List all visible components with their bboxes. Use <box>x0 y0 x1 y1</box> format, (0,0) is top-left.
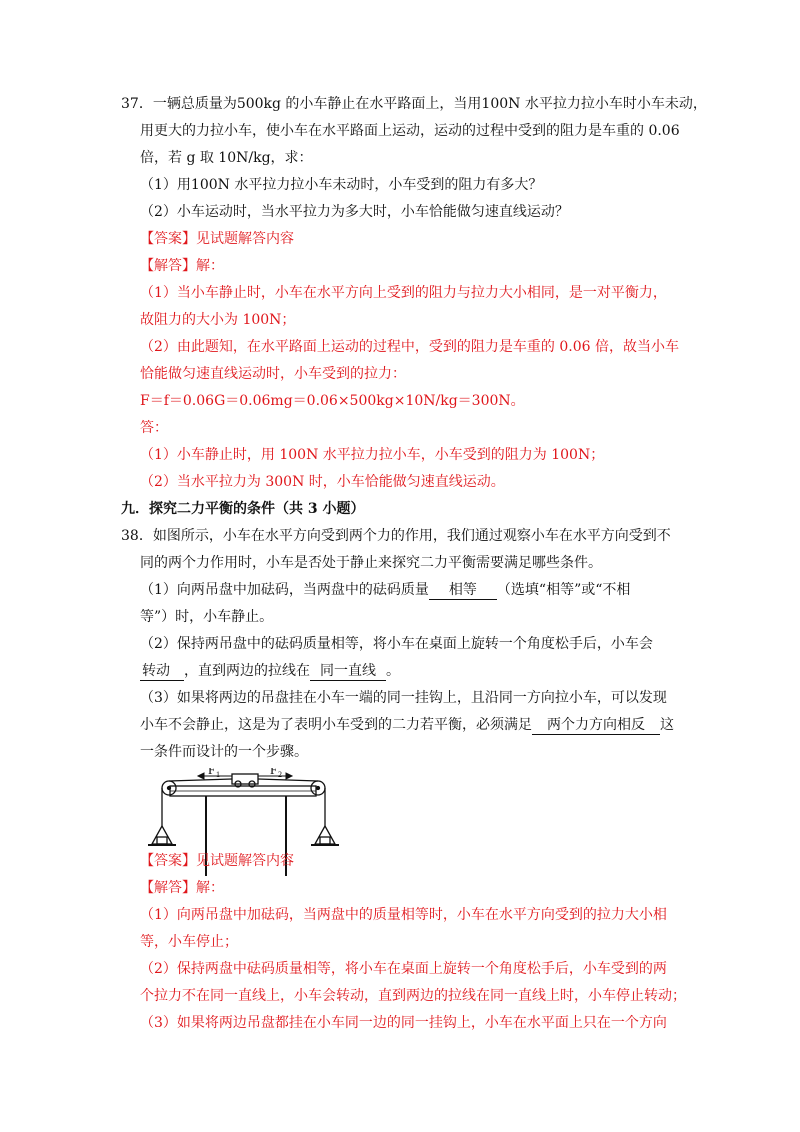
q37-line-3: 倍，若 g 取 10N/kg，求： <box>140 150 313 166</box>
q38-answer-1-line-2: 等，小车停止； <box>140 934 238 950</box>
q37-answer-1-line-1: （1）当小车静止时，小车在水平方向上受到的阻力与拉力大小相同，是一对平衡力， <box>140 285 667 301</box>
q38-part-3-text-post: 这 <box>660 717 674 733</box>
q37-conclusion-label: 答： <box>140 420 168 436</box>
q38-line-1: 38．如图所示，小车在水平方向受到两个力的作用，我们通过观察小车在水平方向受到不 <box>121 528 671 544</box>
q37-answer-1-line-2: 故阻力的大小为 100N； <box>140 312 296 328</box>
q38-part-2-line-2 <box>140 661 400 681</box>
string-left <box>169 779 232 781</box>
q37-sub-2: （2）小车运动时，当水平拉力为多大时，小车恰能做匀速直线运动？ <box>140 204 569 220</box>
q38-part-1-line-1 <box>140 580 630 600</box>
q38-line-2: 同的两个力作用时，小车是否处于静止来探究二力平衡需要满足哪些条件。 <box>140 555 602 571</box>
q37-conclusion-2: （2）当水平拉力为 300N 时，小车恰能做匀速直线运动。 <box>140 474 505 490</box>
q37-analysis-tag: 【解答】解： <box>140 258 224 274</box>
label-f2-subscript: 2 <box>278 770 282 779</box>
q38-answer-2-line-2: 个拉力不在同一直线上，小车会转动，直到两边的拉线在同一直线上时，小车停止转动； <box>140 988 686 1004</box>
q37-conclusion-1: （1）小车静止时，用 100N 水平拉力拉小车，小车受到的阻力为 100N； <box>140 447 605 463</box>
q38-part-1-blank: 相等 <box>429 582 497 600</box>
q37-answer-tag: 【答案】见试题解答内容 <box>140 231 294 247</box>
q38-part-2-blank-1: 转动 <box>140 663 184 681</box>
q38-part-2-blank-2: 同一直线 <box>310 663 386 681</box>
q38-part-3-text-pre: 小车不会静止，这是为了表明小车受到的二力若平衡，必须满足 <box>140 717 532 733</box>
string-right <box>258 779 318 781</box>
q38-analysis-tag: 【解答】解： <box>140 880 224 896</box>
q38-answer-tag: 【答案】见试题解答内容 <box>140 853 294 869</box>
q38-part-1-text-post: （选填“相等”或“不相 <box>496 582 631 598</box>
q38-answer-3-line-1: （3）如果将两边吊盘都挂在小车同一边的同一挂钩上，小车在水平面上只在一个方向 <box>140 1015 667 1031</box>
weight-pan-right <box>315 826 335 844</box>
label-f2: F <box>270 768 278 777</box>
label-f1-subscript: 1 <box>216 770 220 779</box>
q37-sub-1: （1）用100N 水平拉力拉小车未动时，小车受到的阻力有多大？ <box>140 177 543 193</box>
section-9-title: 九．探究二力平衡的条件（共 3 小题） <box>121 501 365 517</box>
q38-part-2-text-mid: ，直到两边的拉线在 <box>184 663 310 679</box>
arrow-f2 <box>286 773 292 779</box>
label-f1: F <box>208 768 216 777</box>
q38-part-3-blank: 两个力方向相反 <box>532 717 660 735</box>
q38-part-3-line-2 <box>140 715 674 735</box>
q38-answer-1-line-1: （1）向两吊盘中加砝码，当两盘中的质量相等时，小车在水平方向受到的拉力大小相 <box>140 907 667 923</box>
q38-part-1-line-2: 等”）时，小车静止。 <box>140 609 274 625</box>
q37-answer-2-line-1: （2）由此题知，在水平路面上运动的过程中，受到的阻力是车重的 0.06 倍，故当小车 <box>140 339 679 355</box>
weight-pan-left <box>152 826 172 844</box>
q38-part-2-line-1: （2）保持两吊盘中的砝码质量相等，将小车在桌面上旋转一个角度松手后，小车会 <box>140 636 653 652</box>
q37-formula: F＝f＝0.06G＝0.06mg＝0.06×500kg×10N/kg＝300N。 <box>140 393 525 409</box>
q38-answer-2-line-1: （2）保持两盘中砝码质量相等，将小车在桌面上旋转一个角度松手后，小车受到的两 <box>140 961 667 977</box>
q38-part-3-line-3: 一条件而设计的一个步骤。 <box>140 744 308 760</box>
q38-part-2-text-end: 。 <box>386 663 400 679</box>
q38-part-3-line-1: （3）如果将两边的吊盘挂在小车一端的同一挂钩上，且沿同一方向拉小车，可以发现 <box>140 690 667 706</box>
q37-line-1: 37．一辆总质量为500kg 的小车静止在水平路面上，当用100N 水平拉力拉小车时小车未动， <box>121 96 707 112</box>
q37-line-2: 用更大的力拉小车，使小车在水平路面上运动，运动的过程中受到的阻力是车重的 0.06 <box>140 123 680 139</box>
arrow-f1 <box>198 773 204 779</box>
q38-part-1-text-pre: （1）向两吊盘中加砝码，当两盘中的砝码质量 <box>140 582 429 598</box>
q37-answer-2-line-2: 恰能做匀速直线运动时，小车受到的拉力： <box>140 366 406 382</box>
